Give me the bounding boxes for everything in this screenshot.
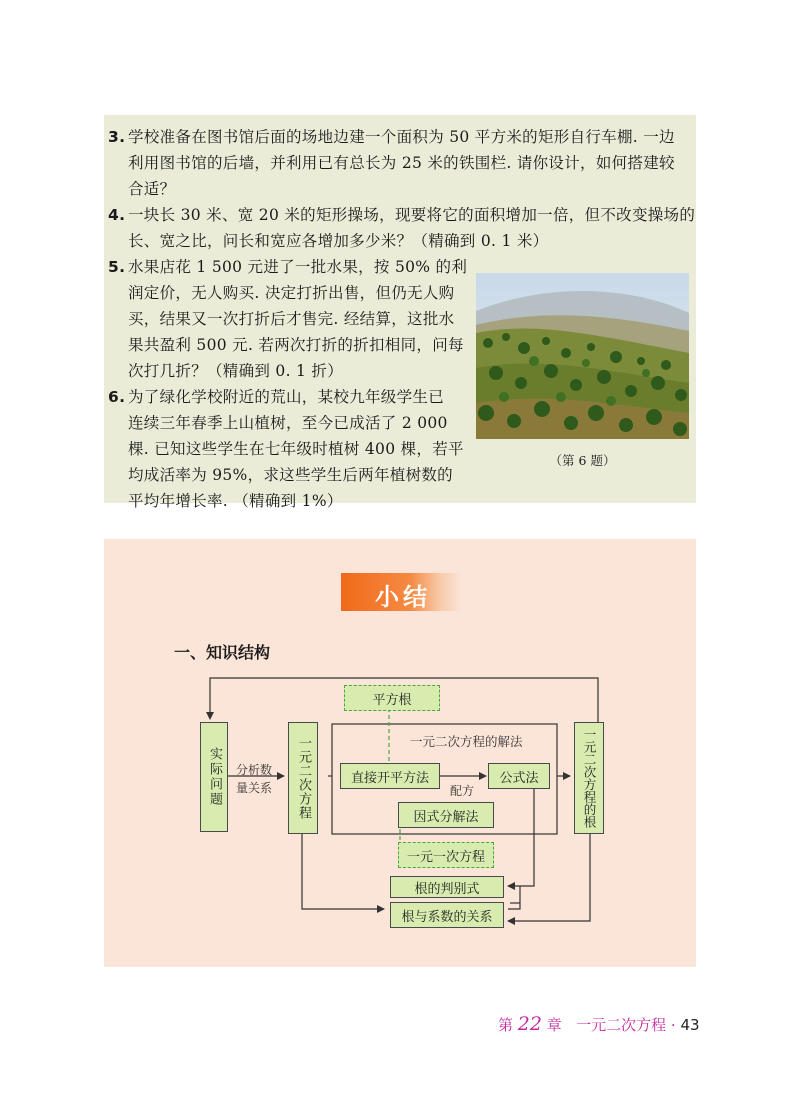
exercise-line: 学校准备在图书馆后面的场地边建一个面积为 50 平方米的矩形自行车棚. 一边	[128, 128, 675, 146]
direct-sqrt-text: 直接开平方法	[350, 770, 429, 786]
photo-caption: （第 6 题）	[549, 453, 616, 468]
footer-separator: ·	[670, 1016, 676, 1034]
quadratic-equation-box	[288, 722, 318, 834]
discriminant-text: 根的判别式	[414, 881, 480, 897]
roots-box	[574, 722, 604, 834]
exercise-line: 润定价，无人购买. 决定打折出售，但仍无人购	[128, 284, 455, 302]
exercise-line: 连续三年春季上山植树，至今已成活了 2 000	[128, 414, 448, 432]
formula-box	[488, 763, 550, 789]
exercise-number: 6.	[108, 388, 126, 406]
roots-text: 一元二次方程的根	[582, 728, 597, 828]
practical-problem-text: 实际问题	[207, 747, 222, 807]
exercise-line: 果共盈利 500 元. 若两次打折的折扣相同，问每	[128, 336, 464, 354]
summary-title: 小结	[375, 582, 431, 611]
discriminant-box	[390, 876, 504, 898]
chapter-suffix: 章	[546, 1016, 562, 1034]
factoring-box	[398, 802, 494, 828]
quadratic-equation-text: 一元二次方程	[296, 736, 311, 820]
page-number: 43	[680, 1016, 700, 1034]
exercise-6	[108, 384, 480, 514]
exercise-line: 合适？	[128, 180, 176, 198]
square-root-text: 平方根	[372, 692, 412, 708]
exercise-line: 平均年增长率. （精确到 1%）	[128, 492, 343, 510]
chapter-prefix: 第	[498, 1016, 514, 1034]
complete-square-label: 配方	[450, 784, 475, 798]
vieta-text: 根与系数的关系	[401, 909, 493, 925]
exercise-section	[104, 115, 696, 510]
analyze-label-1: 分析数	[236, 763, 273, 777]
methods-title: 一元二次方程的解法	[410, 734, 523, 749]
chapter-number: 22	[517, 1013, 542, 1035]
exercise-line: 利用图书馆的后墙，并利用已有总长为 25 米的铁围栏. 请你设计，如何搭建较	[128, 154, 675, 172]
exercise-line: 水果店花 1 500 元进了一批水果，按 50% 的利	[128, 258, 468, 276]
exercise-number: 3.	[108, 128, 126, 146]
exercise-line: 为了绿化学校附近的荒山，某校九年级学生已	[128, 388, 445, 406]
exercise-number: 5.	[108, 258, 126, 276]
vieta-box	[390, 902, 504, 928]
exercise-3	[108, 124, 698, 202]
exercise-line: 买，结果又一次打折后才售完. 经结算，这批水	[128, 310, 455, 328]
exercise-5	[108, 254, 480, 384]
hillside-trees-photo	[476, 273, 689, 439]
page-footer	[498, 1013, 700, 1035]
exercise-line: 一块长 30 米、宽 20 米的矩形操场，现要将它的面积增加一倍，但不改变操场的	[128, 206, 696, 224]
exercise-line: 均成活率为 95%，求这些学生后两年植树数的	[128, 466, 453, 484]
exercise-line: 次打几折？（精确到 0. 1 折）	[128, 362, 344, 380]
chapter-title: 一元二次方程	[576, 1016, 667, 1034]
exercise-number: 4.	[108, 206, 126, 224]
exercise-line: 棵. 已知这些学生在七年级时植树 400 棵，若平	[128, 440, 464, 458]
linear-equation-box	[398, 842, 494, 868]
exercise-4	[108, 202, 698, 254]
analyze-label-2: 量关系	[236, 781, 273, 795]
factoring-text: 因式分解法	[413, 809, 479, 825]
exercise-line: 长、宽之比，问长和宽应各增加多少米？（精确到 0. 1 米）	[128, 232, 549, 250]
section-heading: 一、知识结构	[174, 643, 271, 662]
formula-text: 公式法	[499, 770, 539, 786]
practical-problem-box	[200, 722, 228, 832]
summary-section	[104, 539, 696, 967]
square-root-box	[344, 685, 440, 711]
direct-sqrt-box	[340, 763, 440, 789]
linear-equation-text: 一元一次方程	[406, 849, 485, 865]
